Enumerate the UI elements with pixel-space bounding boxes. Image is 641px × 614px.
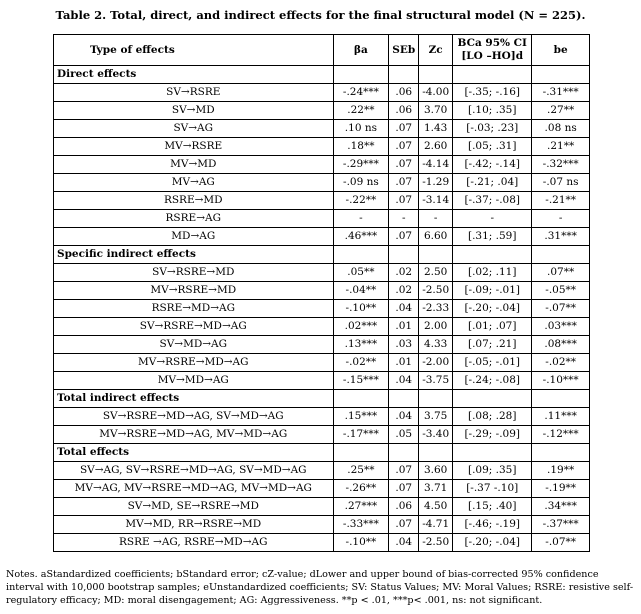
table-row	[54, 426, 590, 444]
empty-cell	[419, 66, 453, 84]
cell-ci: [-.37 -.10]	[453, 480, 532, 498]
empty-cell	[389, 246, 419, 264]
cell-z: -4.00	[419, 84, 453, 102]
section-label: Total indirect effects	[54, 390, 334, 408]
table-row	[54, 372, 590, 390]
cell-ci: [-.20; -.04]	[453, 534, 532, 552]
cell-effect: MD→AG	[54, 228, 334, 246]
table-row	[54, 282, 590, 300]
cell-z: -4.14	[419, 156, 453, 174]
empty-cell	[532, 390, 590, 408]
cell-z: -2.50	[419, 282, 453, 300]
cell-effect: RSRE→MD→AG	[54, 300, 334, 318]
empty-cell	[453, 390, 532, 408]
section-label: Specific indirect effects	[54, 246, 334, 264]
cell-b: .11***	[532, 408, 590, 426]
cell-se: .05	[389, 426, 419, 444]
table-row	[54, 498, 590, 516]
cell-beta: .22**	[333, 102, 389, 120]
cell-ci: [-.09; -.01]	[453, 282, 532, 300]
section-label: Direct effects	[54, 66, 334, 84]
cell-beta: .27***	[333, 498, 389, 516]
header-ci: BCa 95% CI [LO –HO]d	[453, 35, 532, 66]
cell-se: .04	[389, 408, 419, 426]
cell-beta: -.15***	[333, 372, 389, 390]
cell-se: .07	[389, 516, 419, 534]
empty-cell	[453, 246, 532, 264]
cell-se: .06	[389, 498, 419, 516]
cell-ci: [.31; .59]	[453, 228, 532, 246]
cell-b: .21**	[532, 138, 590, 156]
empty-cell	[333, 66, 389, 84]
table-row	[54, 192, 590, 210]
cell-z: 2.50	[419, 264, 453, 282]
cell-se: .07	[389, 174, 419, 192]
cell-se: -	[389, 210, 419, 228]
cell-se: .04	[389, 372, 419, 390]
empty-cell	[333, 444, 389, 462]
table-row	[54, 534, 590, 552]
cell-effect: SV→RSRE→MD→AG	[54, 318, 334, 336]
cell-effect: MV→MD, RR→RSRE→MD	[54, 516, 334, 534]
cell-se: .07	[389, 120, 419, 138]
section-label: Total effects	[54, 444, 334, 462]
cell-ci: [.09; .35]	[453, 462, 532, 480]
cell-se: .07	[389, 462, 419, 480]
header-se: SEb	[389, 35, 419, 66]
header-b: be	[532, 35, 590, 66]
cell-effect: SV→RSRE→MD→AG, SV→MD→AG	[54, 408, 334, 426]
cell-se: .04	[389, 534, 419, 552]
cell-ci: [-.37; -.08]	[453, 192, 532, 210]
cell-z: 4.50	[419, 498, 453, 516]
cell-effect: SV→RSRE	[54, 84, 334, 102]
cell-z: -2.00	[419, 354, 453, 372]
cell-z: 3.71	[419, 480, 453, 498]
cell-b: .31***	[532, 228, 590, 246]
cell-se: .07	[389, 156, 419, 174]
cell-ci: [-.03; .23]	[453, 120, 532, 138]
cell-se: .01	[389, 318, 419, 336]
section-row	[54, 66, 590, 84]
cell-ci: [-.05; -.01]	[453, 354, 532, 372]
cell-b: -.19**	[532, 480, 590, 498]
table-row	[54, 228, 590, 246]
cell-effect: MV→MD	[54, 156, 334, 174]
cell-ci: [.10; .35]	[453, 102, 532, 120]
cell-se: .02	[389, 282, 419, 300]
empty-cell	[389, 390, 419, 408]
cell-beta: -.22**	[333, 192, 389, 210]
empty-cell	[419, 246, 453, 264]
cell-effect: RSRE →AG, RSRE→MD→AG	[54, 534, 334, 552]
empty-cell	[389, 66, 419, 84]
cell-b: .34***	[532, 498, 590, 516]
header-z: Zc	[419, 35, 453, 66]
table-row	[54, 174, 590, 192]
cell-b: -.02**	[532, 354, 590, 372]
empty-cell	[532, 66, 590, 84]
cell-beta: -.29***	[333, 156, 389, 174]
cell-effect: MV→AG	[54, 174, 334, 192]
cell-z: -3.40	[419, 426, 453, 444]
table-row	[54, 462, 590, 480]
cell-b: .27**	[532, 102, 590, 120]
table-row	[54, 408, 590, 426]
cell-z: -2.33	[419, 300, 453, 318]
cell-ci: [-.24; -.08]	[453, 372, 532, 390]
section-row	[54, 246, 590, 264]
cell-b: -.07**	[532, 300, 590, 318]
cell-b: -.05**	[532, 282, 590, 300]
cell-beta: -.09 ns	[333, 174, 389, 192]
table-row	[54, 354, 590, 372]
cell-effect: SV→AG, SV→RSRE→MD→AG, SV→MD→AG	[54, 462, 334, 480]
cell-b: -	[532, 210, 590, 228]
cell-beta: -.10**	[333, 534, 389, 552]
table-row	[54, 480, 590, 498]
empty-cell	[333, 246, 389, 264]
cell-se: .01	[389, 354, 419, 372]
cell-b: -.10***	[532, 372, 590, 390]
empty-cell	[419, 444, 453, 462]
cell-b: .19**	[532, 462, 590, 480]
cell-z: 4.33	[419, 336, 453, 354]
cell-se: .06	[389, 84, 419, 102]
cell-z: -4.71	[419, 516, 453, 534]
empty-cell	[389, 444, 419, 462]
table-row	[54, 318, 590, 336]
cell-beta: .13***	[333, 336, 389, 354]
cell-se: .07	[389, 480, 419, 498]
cell-z: 2.00	[419, 318, 453, 336]
cell-b: -.32***	[532, 156, 590, 174]
cell-z: -3.14	[419, 192, 453, 210]
cell-se: .04	[389, 300, 419, 318]
cell-ci: [-.35; -.16]	[453, 84, 532, 102]
cell-effect: RSRE→AG	[54, 210, 334, 228]
cell-effect: MV→RSRE	[54, 138, 334, 156]
cell-beta: .10 ns	[333, 120, 389, 138]
cell-b: .07**	[532, 264, 590, 282]
table-row	[54, 210, 590, 228]
table-row	[54, 516, 590, 534]
header-beta: βa	[333, 35, 389, 66]
cell-se: .07	[389, 138, 419, 156]
cell-beta: .18**	[333, 138, 389, 156]
cell-b: .08 ns	[532, 120, 590, 138]
cell-ci: [.02; .11]	[453, 264, 532, 282]
table-notes: Notes. aStandardized coefficients; bStandard error; cZ-value; dLower and upper bound of bias-corrected 95% confidence interval with 10,000 bootstrap samples; eUnstandardized coefficients; SV: Status Values; MV: Moral Values; RSRE: resistive self-regulatory efficacy; MD: moral disengagement; AG: Aggressiveness. **p < .01, ***p< .001, ns: not significant.	[6, 569, 634, 606]
table-row	[54, 336, 590, 354]
cell-z: 1.43	[419, 120, 453, 138]
cell-effect: SV→AG	[54, 120, 334, 138]
cell-effect: MV→MD→AG	[54, 372, 334, 390]
empty-cell	[419, 390, 453, 408]
cell-effect: SV→MD	[54, 102, 334, 120]
table-row	[54, 156, 590, 174]
cell-b: -.37***	[532, 516, 590, 534]
cell-beta: -.04**	[333, 282, 389, 300]
cell-z: 6.60	[419, 228, 453, 246]
table-title: Table 2. Total, direct, and indirect effects for the final structural model (N = 225).	[55, 8, 586, 22]
table-body	[54, 66, 590, 552]
cell-effect: SV→RSRE→MD	[54, 264, 334, 282]
cell-se: .02	[389, 264, 419, 282]
cell-effect: MV→RSRE→MD→AG, MV→MD→AG	[54, 426, 334, 444]
cell-z: -2.50	[419, 534, 453, 552]
cell-ci: [-.42; -.14]	[453, 156, 532, 174]
cell-beta: -.10**	[333, 300, 389, 318]
cell-z: 3.70	[419, 102, 453, 120]
cell-ci: -	[453, 210, 532, 228]
cell-b: .03***	[532, 318, 590, 336]
cell-b: -.21**	[532, 192, 590, 210]
cell-beta: .15***	[333, 408, 389, 426]
cell-ci: [.01; .07]	[453, 318, 532, 336]
cell-ci: [.05; .31]	[453, 138, 532, 156]
cell-se: .07	[389, 192, 419, 210]
cell-effect: RSRE→MD	[54, 192, 334, 210]
cell-effect: MV→RSRE→MD→AG	[54, 354, 334, 372]
cell-beta: -.02**	[333, 354, 389, 372]
cell-z: 3.60	[419, 462, 453, 480]
section-row	[54, 444, 590, 462]
cell-ci: [.07; .21]	[453, 336, 532, 354]
table-row	[54, 102, 590, 120]
cell-b: -.12***	[532, 426, 590, 444]
cell-effect: SV→MD→AG	[54, 336, 334, 354]
cell-b: .08***	[532, 336, 590, 354]
cell-beta: -.26**	[333, 480, 389, 498]
cell-ci: [-.21; .04]	[453, 174, 532, 192]
cell-beta: .25**	[333, 462, 389, 480]
table-row	[54, 138, 590, 156]
table-row	[54, 264, 590, 282]
cell-se: .07	[389, 228, 419, 246]
cell-z: 3.75	[419, 408, 453, 426]
cell-z: -1.29	[419, 174, 453, 192]
cell-z: 2.60	[419, 138, 453, 156]
cell-b: -.07 ns	[532, 174, 590, 192]
cell-se: .06	[389, 102, 419, 120]
cell-se: .03	[389, 336, 419, 354]
cell-b: -.31***	[532, 84, 590, 102]
cell-beta: -	[333, 210, 389, 228]
empty-cell	[333, 390, 389, 408]
cell-effect: MV→AG, MV→RSRE→MD→AG, MV→MD→AG	[54, 480, 334, 498]
cell-ci: [-.46; -.19]	[453, 516, 532, 534]
section-row	[54, 390, 590, 408]
cell-ci: [-.29; -.09]	[453, 426, 532, 444]
cell-beta: .05**	[333, 264, 389, 282]
cell-ci: [.08; .28]	[453, 408, 532, 426]
empty-cell	[532, 444, 590, 462]
cell-beta: -.33***	[333, 516, 389, 534]
effects-table	[53, 34, 590, 552]
cell-z: -3.75	[419, 372, 453, 390]
cell-ci: [.15; .40]	[453, 498, 532, 516]
table-row	[54, 120, 590, 138]
cell-beta: -.17***	[333, 426, 389, 444]
cell-beta: .46***	[333, 228, 389, 246]
cell-z: -	[419, 210, 453, 228]
cell-ci: [-.20; -.04]	[453, 300, 532, 318]
table-row	[54, 300, 590, 318]
header-row	[54, 35, 590, 66]
table-row	[54, 84, 590, 102]
cell-beta: .02***	[333, 318, 389, 336]
cell-effect: SV→MD, SE→RSRE→MD	[54, 498, 334, 516]
empty-cell	[532, 246, 590, 264]
cell-b: -.07**	[532, 534, 590, 552]
empty-cell	[453, 66, 532, 84]
cell-beta: -.24***	[333, 84, 389, 102]
header-type: Type of effects	[54, 35, 334, 66]
empty-cell	[453, 444, 532, 462]
cell-effect: MV→RSRE→MD	[54, 282, 334, 300]
